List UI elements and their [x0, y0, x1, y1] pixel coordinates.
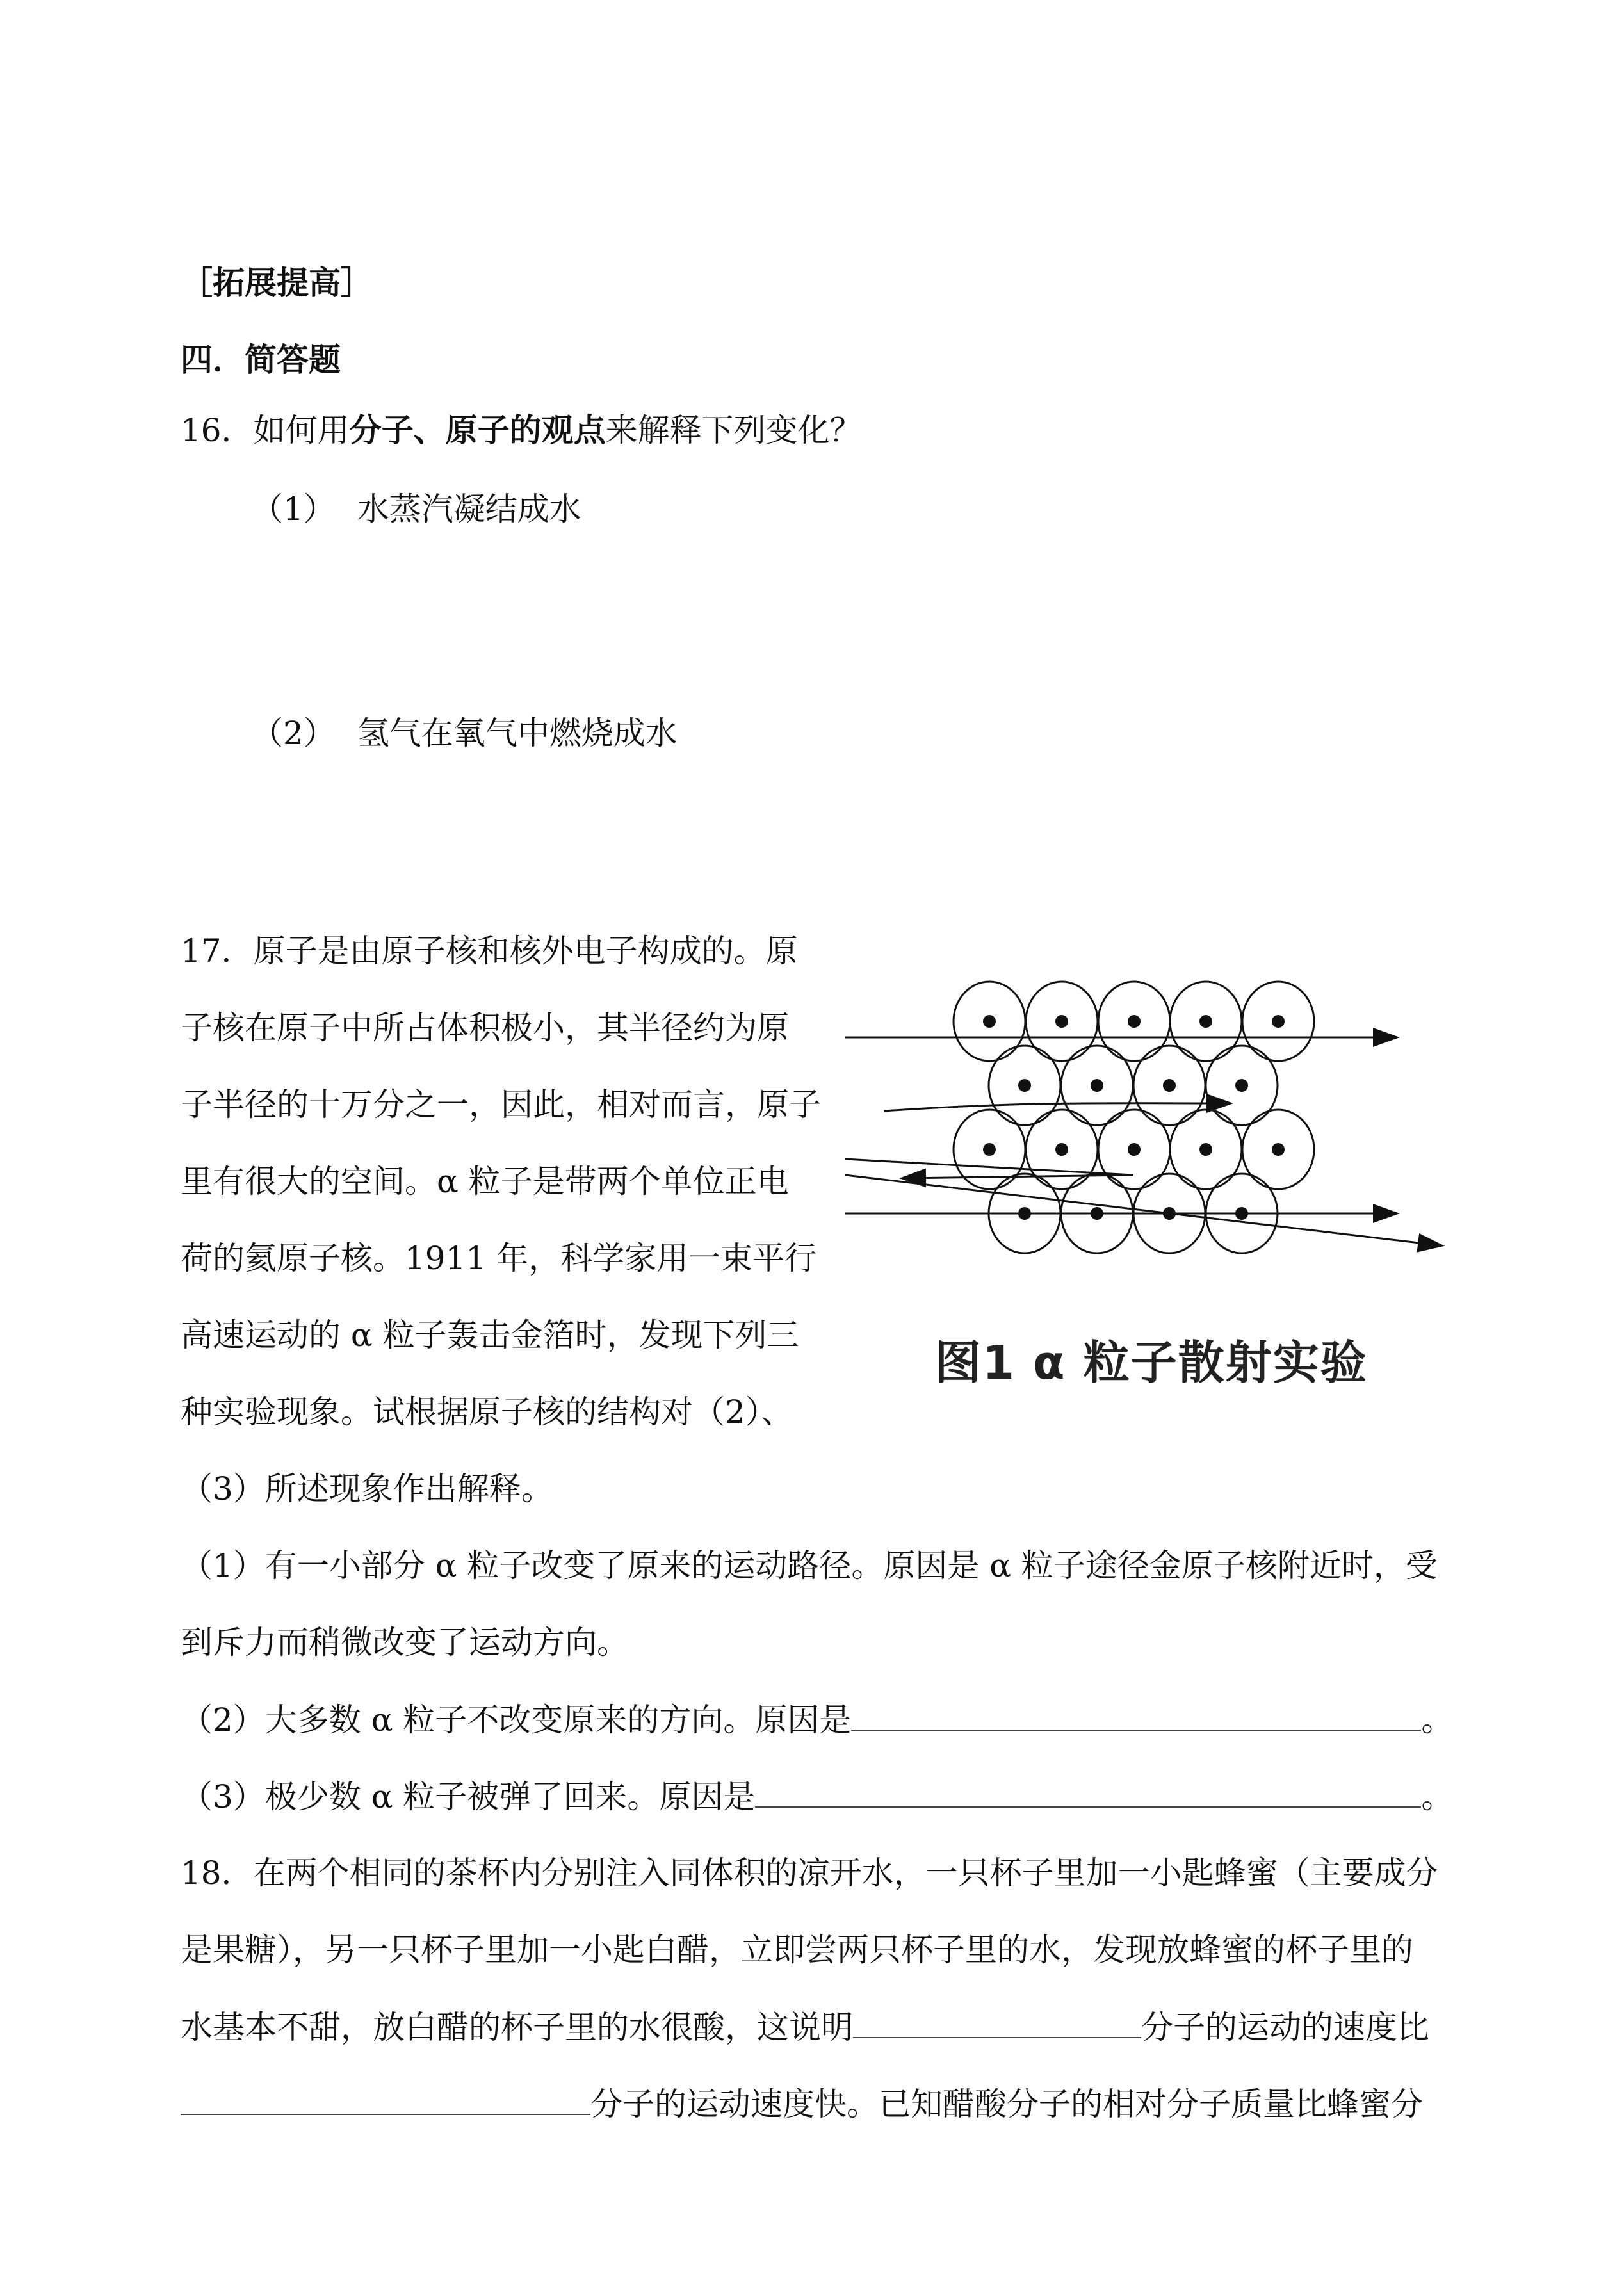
- q17-line-7: 种实验现象。试根据原子核的结构对（2）、: [181, 1393, 793, 1431]
- nucleus-2-3: [1199, 1143, 1212, 1156]
- nucleus-0-2: [1128, 1015, 1141, 1028]
- nucleus-2-4: [1272, 1143, 1285, 1156]
- nucleus-2-2: [1128, 1143, 1141, 1156]
- q16-item-2-text: 氢气在氧气中燃烧成水: [357, 715, 678, 752]
- q17-phenomenon-1-line-2: 到斥力而稍微改变了运动方向。: [181, 1624, 629, 1661]
- alpha-trajectory-3: [845, 1159, 1133, 1178]
- q18-line-4: [181, 2084, 1423, 2123]
- nucleus-1-2: [1163, 1079, 1176, 1092]
- q17-phenomenon-2: [181, 1700, 1453, 1739]
- section-title: ［拓展提高］: [181, 264, 373, 302]
- nucleus-0-4: [1272, 1015, 1285, 1028]
- nucleus-0-3: [1199, 1015, 1212, 1028]
- q16-text-bold: 分子、原子的观点: [349, 411, 606, 449]
- end-period: 。: [1421, 1701, 1454, 1739]
- nucleus-0-1: [1055, 1015, 1068, 1028]
- nucleus-2-0: [983, 1143, 996, 1156]
- nucleus-1-3: [1235, 1079, 1248, 1092]
- q18-line-3-tail: 分子的运动的速度比: [1141, 2009, 1429, 2046]
- q17-line-4: 里有很大的空间。α 粒子是带两个单位正电: [181, 1163, 789, 1200]
- q16-text-pre: 如何用: [253, 412, 350, 449]
- q17-phenomenon-2-text: （2）大多数 α 粒子不改变原来的方向。原因是: [181, 1701, 852, 1739]
- q16-item-1-text: 水蒸汽凝结成水: [357, 491, 581, 528]
- q17-line-8: （3）所述现象作出解释。: [181, 1470, 553, 1507]
- q17-line-2: 子核在原子中所占体积极小，其半径约为原: [181, 1009, 789, 1046]
- end-period: 。: [1421, 1778, 1454, 1815]
- nucleus-1-0: [1018, 1079, 1031, 1092]
- q17-phenomenon-1-line-1: （1）有一小部分 α 粒子改变了原来的运动路径。原因是 α 粒子途径金原子核附近时，受: [181, 1547, 1438, 1584]
- q16-text-post: 来解释下列变化？: [605, 412, 862, 449]
- q16-item-2: [251, 714, 678, 752]
- q17-line-6: 高速运动的 α 粒子轰击金箔时，发现下列三: [181, 1317, 799, 1354]
- answer-blank-2[interactable]: [851, 1700, 1421, 1731]
- figure-caption: 图1 α 粒子散射实验: [935, 1336, 1368, 1390]
- nucleus-1-1: [1091, 1079, 1103, 1092]
- nucleus-0-0: [983, 1015, 996, 1028]
- answer-blank-3[interactable]: [755, 1777, 1421, 1808]
- q16-item-1-number: （1）: [251, 491, 336, 528]
- q18-line-3: [181, 2007, 1429, 2047]
- q18-line-1: 18．在两个相同的茶杯内分别注入同体积的凉开水，一只杯子里加一小匙蜂蜜（主要成分: [181, 1854, 1438, 1892]
- answer-blank-5[interactable]: [181, 2084, 590, 2115]
- q16-number: 16．: [181, 412, 254, 449]
- q17-phenomenon-3: [181, 1777, 1453, 1816]
- q18-line-4-text: 分子的运动速度快。已知醋酸分子的相对分子质量比蜂蜜分: [590, 2086, 1423, 2123]
- q18-line-3-text: 水基本不甜，放白醋的杯子里的水很酸，这说明: [181, 2009, 853, 2046]
- q17-line-3: 子半径的十万分之一，因此，相对而言，原子: [181, 1086, 821, 1123]
- q17-line-5: 荷的氦原子核。1911 年，科学家用一束平行: [181, 1240, 817, 1277]
- part-heading: 四．简答题: [181, 341, 341, 378]
- q16-item-2-number: （2）: [251, 715, 336, 752]
- q16-item-1: [251, 490, 581, 528]
- q17-phenomenon-3-text: （3）极少数 α 粒子被弹了回来。原因是: [181, 1778, 756, 1815]
- question-16: [181, 411, 862, 450]
- q18-line-2: 是果糖），另一只杯子里加一小匙白醋，立即尝两只杯子里的水，发现放蜂蜜的杯子里的: [181, 1931, 1413, 1968]
- answer-blank-4[interactable]: [853, 2007, 1141, 2038]
- nucleus-2-1: [1055, 1143, 1068, 1156]
- q17-line-1: 17．原子是由原子核和核外电子构成的。原: [181, 932, 798, 969]
